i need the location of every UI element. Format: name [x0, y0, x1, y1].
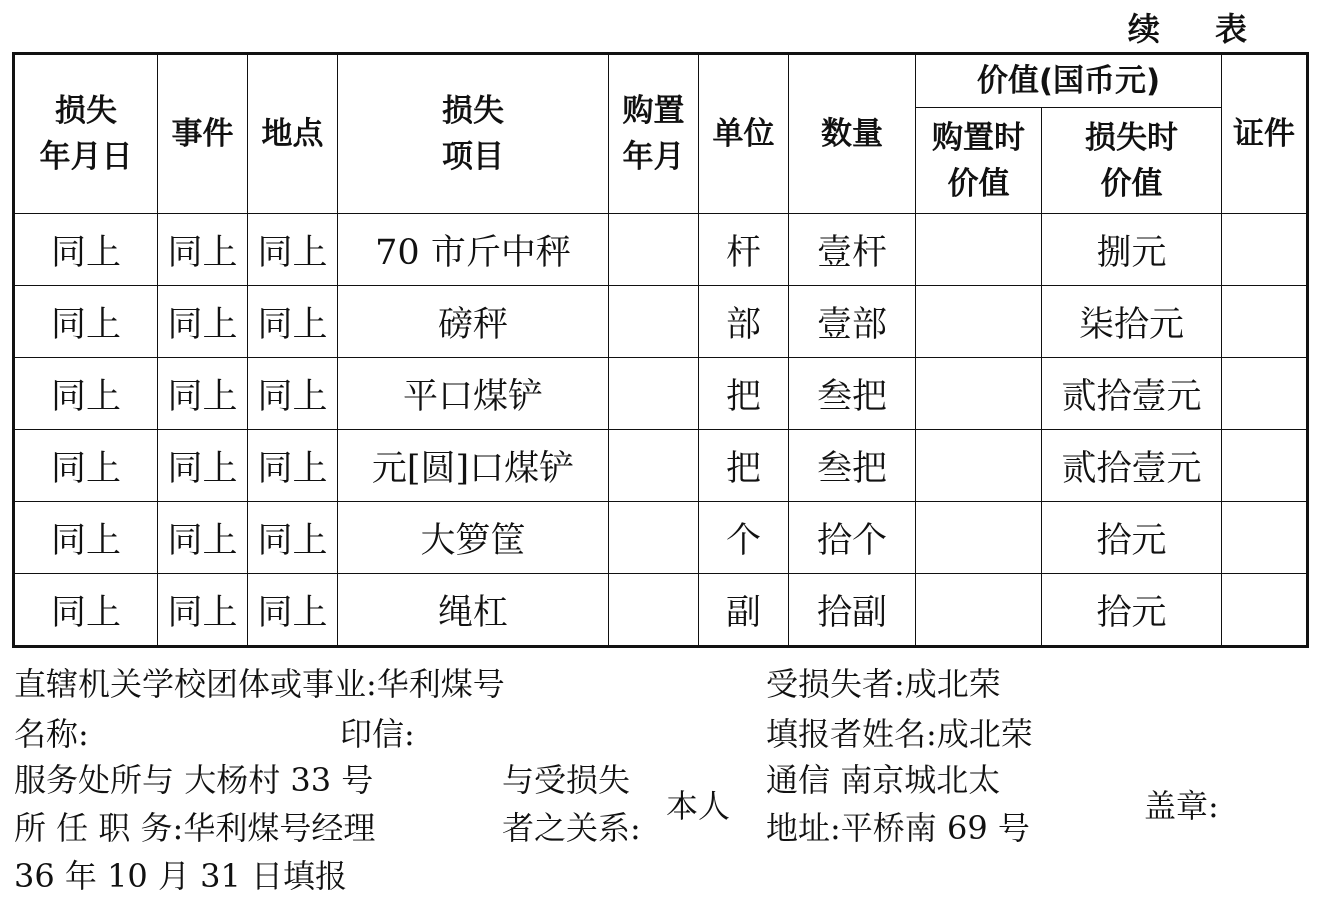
relation-value: 本人	[666, 787, 731, 825]
comm-line	[766, 760, 1000, 800]
cell-certificate	[1222, 286, 1308, 358]
address2-label: 地址:	[766, 809, 841, 847]
cell-certificate	[1222, 574, 1308, 647]
cell-value-loss: 贰拾壹元	[1042, 430, 1222, 502]
table-row	[14, 430, 1308, 502]
cell-item: 大箩筐	[338, 502, 609, 574]
header-value-at-loss: 损失时 价值	[1042, 108, 1222, 214]
cell-date: 同上	[14, 286, 158, 358]
table-row	[14, 214, 1308, 286]
cell-value-purchase	[916, 430, 1042, 502]
cell-value-loss: 捌元	[1042, 214, 1222, 286]
victim-value: 成北荣	[904, 665, 1001, 703]
position-value: 华利煤号经理	[183, 809, 376, 847]
cell-place: 同上	[248, 502, 338, 574]
header-place: 地点	[248, 54, 338, 214]
table-row	[14, 502, 1308, 574]
cell-date: 同上	[14, 574, 158, 647]
cell-item: 元[圆]口煤铲	[338, 430, 609, 502]
cell-item: 平口煤铲	[338, 358, 609, 430]
cell-event: 同上	[158, 286, 248, 358]
cell-value-purchase	[916, 358, 1042, 430]
cell-place: 同上	[248, 574, 338, 647]
table-row	[14, 286, 1308, 358]
header-event: 事件	[158, 54, 248, 214]
address-label: 服务处所与	[14, 761, 175, 799]
cell-unit: 部	[699, 286, 789, 358]
cell-event: 同上	[158, 574, 248, 647]
table-row	[14, 358, 1308, 430]
cell-certificate	[1222, 214, 1308, 286]
position-label: 所 任 职 务:	[14, 809, 184, 847]
cell-item: 磅秤	[338, 286, 609, 358]
cell-value-purchase	[916, 502, 1042, 574]
org-line	[14, 664, 505, 704]
header-item: 损失 项目	[338, 54, 609, 214]
cell-certificate	[1222, 430, 1308, 502]
header-value-group: 价值(国币元)	[916, 54, 1222, 108]
cell-date: 同上	[14, 358, 158, 430]
cell-item: 70 市斤中秤	[338, 214, 609, 286]
org-label: 直辖机关学校团体或事业:	[14, 665, 377, 703]
cell-purchase	[609, 430, 699, 502]
cell-purchase	[609, 358, 699, 430]
cell-value-loss: 贰拾壹元	[1042, 358, 1222, 430]
header-purchase-date: 购置 年月	[609, 54, 699, 214]
cell-event: 同上	[158, 502, 248, 574]
cell-place: 同上	[248, 358, 338, 430]
cell-quantity: 叁把	[789, 430, 916, 502]
cell-value-loss: 柒拾元	[1042, 286, 1222, 358]
cell-value-purchase	[916, 574, 1042, 647]
org-value: 华利煤号	[376, 665, 505, 703]
comm-value: 南京城北太	[840, 761, 1001, 799]
continued-label: 续 表	[1127, 10, 1269, 48]
cell-quantity: 拾副	[789, 574, 916, 647]
cell-purchase	[609, 502, 699, 574]
header-certificate: 证件	[1222, 54, 1308, 214]
cell-event: 同上	[158, 214, 248, 286]
cell-event: 同上	[158, 358, 248, 430]
cell-place: 同上	[248, 286, 338, 358]
table-body	[14, 214, 1308, 647]
relation-label-2: 者之关系:	[502, 809, 641, 847]
cell-certificate	[1222, 358, 1308, 430]
cell-value-loss: 拾元	[1042, 502, 1222, 574]
cell-unit: 把	[699, 430, 789, 502]
cell-quantity: 拾个	[789, 502, 916, 574]
victim-label: 受损失者:	[766, 665, 905, 703]
cell-unit: 个	[699, 502, 789, 574]
cell-place: 同上	[248, 430, 338, 502]
address2-value: 平桥南 69 号	[840, 809, 1030, 847]
org-name-label: 名称:	[14, 715, 89, 753]
table-row	[14, 574, 1308, 647]
seal-label: 印信:	[340, 715, 415, 753]
cell-item: 绳杠	[338, 574, 609, 647]
header-quantity: 数量	[789, 54, 916, 214]
table-header	[14, 54, 1308, 214]
position-line	[14, 808, 375, 848]
cell-unit: 把	[699, 358, 789, 430]
comm-label: 通信	[766, 761, 831, 799]
cell-quantity: 壹部	[789, 286, 916, 358]
fill-date: 36 年 10 月 31 日填报	[14, 857, 348, 895]
cell-purchase	[609, 214, 699, 286]
cell-value-purchase	[916, 214, 1042, 286]
stamp-label: 盖章:	[1144, 787, 1219, 825]
cell-value-purchase	[916, 286, 1042, 358]
cell-value-loss: 拾元	[1042, 574, 1222, 647]
cell-place: 同上	[248, 214, 338, 286]
relation-label-1: 与受损失	[502, 761, 631, 799]
cell-quantity: 壹杆	[789, 214, 916, 286]
victim-line	[766, 664, 1001, 704]
header-loss-date: 损失 年月日	[14, 54, 158, 214]
cell-unit: 杆	[699, 214, 789, 286]
filler-label: 填报者姓名:	[766, 715, 937, 753]
cell-purchase	[609, 574, 699, 647]
cell-event: 同上	[158, 430, 248, 502]
cell-purchase	[609, 286, 699, 358]
cell-date: 同上	[14, 214, 158, 286]
loss-table	[12, 52, 1309, 648]
address-value: 大杨村 33 号	[184, 761, 374, 799]
cell-unit: 副	[699, 574, 789, 647]
address-line	[14, 760, 373, 800]
header-unit: 单位	[699, 54, 789, 214]
filler-line	[766, 714, 1033, 754]
address2-line	[766, 808, 1030, 848]
filler-value: 成北荣	[936, 715, 1033, 753]
cell-certificate	[1222, 502, 1308, 574]
cell-date: 同上	[14, 502, 158, 574]
cell-quantity: 叁把	[789, 358, 916, 430]
header-value-at-purchase: 购置时 价值	[916, 108, 1042, 214]
cell-date: 同上	[14, 430, 158, 502]
